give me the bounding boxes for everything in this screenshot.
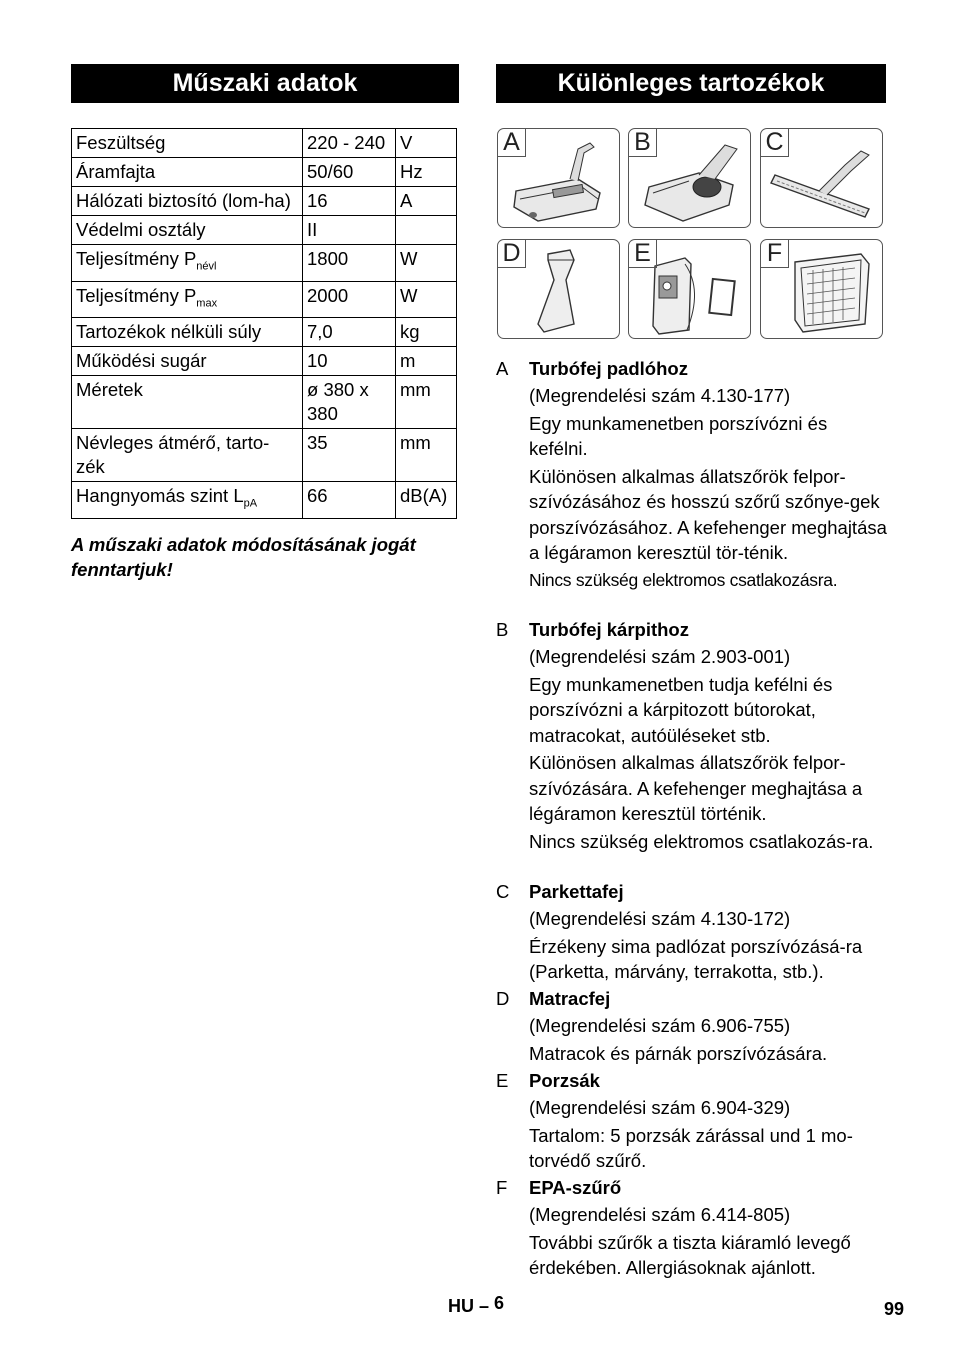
spec-label-text: Működési sugár [76,350,207,372]
spec-label [72,281,303,318]
accessory-name: Porzsák [529,1070,600,1091]
spec-value: II [303,216,396,245]
spec-row [72,482,457,519]
spec-unit: dB(A) [396,482,457,519]
spec-label-text: Teljesítmény P [76,284,197,306]
spec-note: A műszaki adatok módosításának jogát fenntartjuk! [71,534,416,580]
spec-row [72,216,457,245]
accessory-description: Egy munkamenetben tudja kefélni és porszívózni a kárpitozott bútorokat, matracokat, autóüléseket stb. [529,673,833,746]
spec-label-text: Névleges átmérő, tarto-zék [76,432,270,478]
spec-row [72,376,457,429]
spec-value: 7,0 [303,318,396,347]
tile-e [628,239,751,339]
spec-label-subscript: max [196,297,218,310]
spec-unit: m [396,347,457,376]
tile-letter: D [498,240,526,268]
accessory-order-number: (Megrendelési szám 6.904-329) [529,1097,791,1118]
spec-label [72,347,303,376]
spec-label-text: Hangnyomás szint L [76,485,244,507]
footer-language: HU [448,1296,474,1316]
accessory-description: Különösen alkalmas állatszőrök felpor-szívózásához és hosszú szőrű szőnye-gek porszívózásához. A kefehenger meghajtása a légáramon keresztül tör-ténik. [529,465,887,563]
accessory-description: További szűrők a tiszta kiáramló levegő érdekében. Allergiásoknak ajánlott. [529,1231,851,1278]
accessory-name: Parkettafej [529,881,624,902]
tile-letter: F [761,240,789,268]
spec-label-text: Feszültség [76,132,166,153]
spec-label [72,216,303,245]
spec-row [72,158,457,187]
accessory-description: Érzékeny sima padlózat porszívózásá-ra (Parketta, márvány, terrakotta, stb.). [529,935,863,982]
tile-c [760,128,883,228]
spec-row [72,129,457,158]
spec-value: 66 [303,482,396,519]
spec-unit: W [396,281,457,318]
spec-label [72,318,303,347]
spec-label-text: Tartozékok nélküli súly [76,321,262,343]
spec-label-subscript: pA [243,498,258,511]
accessory-letter: B [496,619,509,640]
footer-section-page: 6 [494,1293,505,1313]
tile-letter: C [761,129,789,157]
spec-row [72,429,457,482]
spec-row [72,281,457,318]
spec-value: 220 - 240 [303,129,396,158]
accessory-order-number: (Megrendelési szám 4.130-177) [529,385,791,406]
page-number: 99 [884,1299,905,1319]
spec-label [72,158,303,187]
tile-b [628,128,751,228]
spec-unit [396,216,457,245]
spec-label [72,376,303,429]
tile-d [497,239,620,339]
spec-label [72,129,303,158]
spec-label-text: Méretek [76,379,143,401]
spec-row [72,347,457,376]
accessory-description: Nincs szükség elektromos csatlakozásra. [529,569,838,590]
spec-table [71,128,457,519]
accessory-name: Turbófej padlóhoz [529,358,688,379]
accessory-letter: F [496,1177,508,1198]
spec-row [72,187,457,216]
accessory-name: Turbófej kárpithoz [529,619,689,640]
accessory-order-number: (Megrendelési szám 6.414-805) [529,1204,791,1225]
spec-unit: kg [396,318,457,347]
spec-label-subscript: névl [196,260,217,273]
accessory-order-number: (Megrendelési szám 2.903-001) [529,646,791,667]
accessory-letter: E [496,1070,509,1091]
accessory-description: Tartalom: 5 porzsák zárással und 1 mo-torvédő szűrő. [529,1124,853,1171]
accessory-name: Matracfej [529,988,611,1009]
spec-unit: mm [396,429,457,482]
spec-unit: Hz [396,158,457,187]
spec-label-text: Hálózati biztosító (lom-ha) [76,190,291,211]
spec-row [72,318,457,347]
tile-a [497,128,620,228]
accessory-letter: D [496,988,510,1009]
accessory-description: Különösen alkalmas állatszőrök felpor-szívózására. A kefehenger meghajtása a légáramon keresztül történik. [529,752,863,824]
spec-unit: W [396,245,457,282]
tile-letter: B [629,129,657,157]
spec-label-text: Teljesítmény P [76,248,197,269]
footer-dash: – [479,1296,490,1316]
spec-unit: A [396,187,457,216]
accessory-description: Matracok és párnák porszívózására. [529,1042,828,1064]
accessory-description: Nincs szükség elektromos csatlakozás-ra. [529,830,874,852]
accessory-name: EPA-szűrő [529,1177,622,1198]
tile-letter: E [629,240,657,268]
spec-unit: mm [396,376,457,429]
spec-value: 10 [303,347,396,376]
spec-label-text: Védelmi osztály [76,219,206,240]
spec-label-text: Áramfajta [76,161,156,182]
spec-value: 16 [303,187,396,216]
spec-label [72,429,303,482]
footer-language-page [448,1293,505,1317]
section-title-accessories: Különleges tartozékok [496,64,886,103]
spec-value: 2000 [303,281,396,318]
spec-value: 1800 [303,245,396,282]
spec-row [72,245,457,282]
accessory-order-number: (Megrendelési szám 6.906-755) [529,1015,791,1036]
spec-label [72,245,303,282]
spec-value: ø 380 x 380 [303,376,396,429]
accessory-letter: A [496,358,509,379]
tile-letter: A [498,129,526,157]
accessory-letter: C [496,881,510,902]
spec-value: 50/60 [303,158,396,187]
tile-f [760,239,883,339]
spec-label [72,187,303,216]
spec-label [72,482,303,519]
spec-unit: V [396,129,457,158]
accessory-order-number: (Megrendelési szám 4.130-172) [529,908,791,929]
accessory-description: Egy munkamenetben porszívózni és kefélni. [529,412,828,459]
spec-value: 35 [303,429,396,482]
section-title-technical-data: Műszaki adatok [71,64,459,103]
